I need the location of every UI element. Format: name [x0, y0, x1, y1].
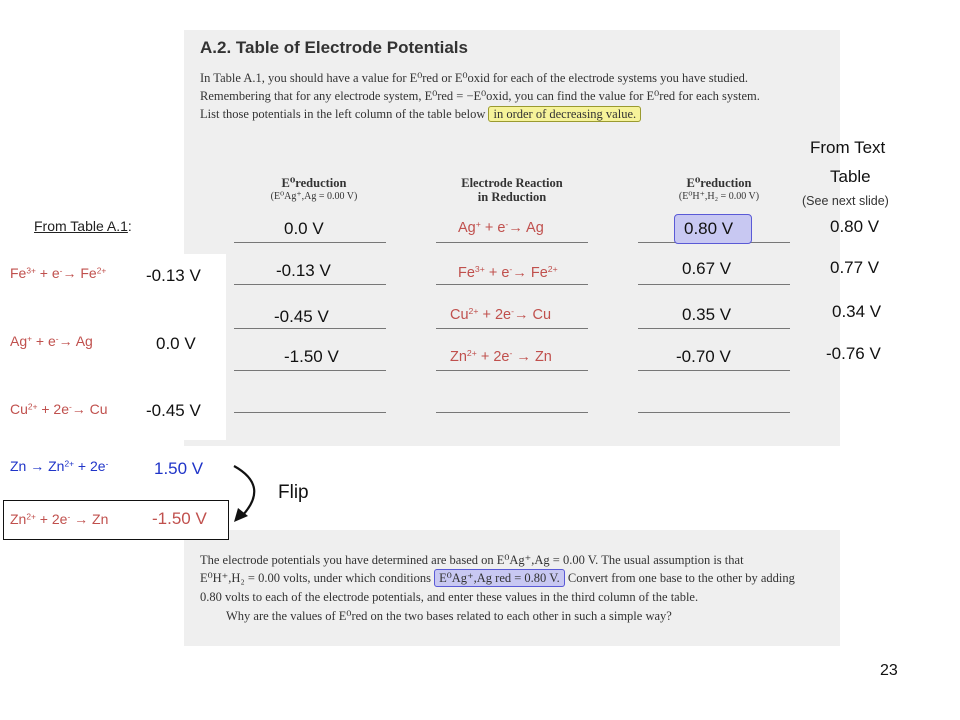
- col2-reaction-zn: $Zn^{2+} + 2e^- \to Zn$: [450, 348, 552, 365]
- scan-intro-line-3: [200, 107, 641, 122]
- table-rule: [638, 370, 790, 371]
- table-rule: [436, 412, 588, 413]
- a1-value-cu: -0.45 V: [146, 401, 201, 420]
- col1-header-sub: (E⁰Ag⁺,Ag = 0.00 V): [270, 191, 358, 202]
- scan-intro-line-1: In Table A.1, you should have a value for E⁰red or E⁰oxid for each of the electrode systems you have studied.: [200, 71, 748, 85]
- table-rule: [436, 328, 588, 329]
- col2-reaction-cu: $Cu^{2+} + 2e^-\to Cu$: [450, 306, 552, 323]
- col1-value: -0.13 V: [276, 261, 331, 280]
- table-rule: [638, 284, 790, 285]
- a1-value-fe: -0.13 V: [146, 266, 201, 285]
- col3-header-sub: (E⁰H⁺,H₂ = 0.00 V): [678, 191, 760, 202]
- text-table-value: -0.76 V: [826, 344, 881, 363]
- table-rule: [436, 370, 588, 371]
- table-rule: [234, 242, 386, 243]
- text-table-value: 0.34 V: [832, 302, 882, 321]
- flip-label: Flip: [278, 482, 309, 503]
- col3-header-title: E⁰reduction: [686, 176, 752, 190]
- scan-intro-line-2: Remembering that for any electrode system, E⁰red = −E⁰oxid, you can find the value for E⁰red for each system.: [200, 89, 760, 103]
- col2-header-title: Electrode Reaction: [461, 176, 563, 190]
- col2-reaction-ag: Ag+ + e-→ Ag: [458, 219, 544, 236]
- ag-potential-highlight: E⁰Ag⁺,Ag red = 0.80 V.: [434, 569, 565, 587]
- col2-reaction-fe: $Fe^{3+} + e^-\to Fe^{2+}$: [458, 264, 558, 281]
- col1-header-title: E⁰reduction: [281, 176, 347, 190]
- col2-header: [442, 176, 582, 204]
- decreasing-order-highlight: in order of decreasing value.: [488, 106, 641, 122]
- table-rule: [234, 370, 386, 371]
- scan-bottom-line-2b: Convert from one base to the other by adding: [567, 571, 795, 585]
- scan-bottom-line-1: The electrode potentials you have determined are based on E⁰Ag⁺,Ag = 0.00 V. The usual assumption is that: [200, 553, 744, 567]
- table-rule: [638, 412, 790, 413]
- scan-title: A.2. Table of Electrode Potentials: [200, 38, 468, 57]
- flip-arrow-icon: [226, 456, 276, 526]
- slide-number: 23: [880, 662, 898, 679]
- scan-bottom-line-2: [200, 570, 795, 586]
- text-table-heading-1: From Text: [810, 138, 886, 157]
- col2-header-sub: in Reduction: [477, 190, 547, 204]
- col1-value: -0.45 V: [274, 307, 329, 326]
- col1-value: -1.50 V: [284, 347, 339, 366]
- table-rule: [234, 412, 386, 413]
- scan-intro-line-3-text: List those potentials in the left column of the table below: [200, 107, 486, 121]
- zn-oxidation-value: 1.50 V: [154, 459, 204, 478]
- zn-reduction-value: -1.50 V: [152, 509, 207, 528]
- table-a1-heading-colon: :: [127, 218, 132, 234]
- table-rule: [436, 284, 588, 285]
- col3-value: 0.80 V: [684, 219, 734, 238]
- table-rule: [638, 328, 790, 329]
- table-a1-heading: [34, 218, 132, 234]
- a1-value-ag: 0.0 V: [156, 334, 196, 353]
- table-rule: [234, 284, 386, 285]
- text-table-note: (See next slide): [802, 194, 889, 208]
- a1-reaction-cu: $Cu^{2+} + 2e^-\to Cu$: [10, 401, 108, 417]
- col1-value: 0.0 V: [284, 219, 324, 238]
- zn-oxidation-reaction: $Zn \to Zn^{2+} + 2e^-$: [10, 458, 109, 474]
- table-a1-heading-text: From Table A.1: [34, 218, 128, 234]
- col3-value: 0.35 V: [682, 305, 732, 324]
- scan-bottom-line-2a: E⁰H⁺,H₂ = 0.00 volts, under which conditions: [200, 571, 431, 585]
- col3-header: [654, 176, 784, 204]
- text-table-value: 0.77 V: [830, 258, 880, 277]
- table-rule: [436, 242, 588, 243]
- scan-bottom-line-4: Why are the values of E⁰red on the two bases related to each other in such a simple way?: [226, 609, 672, 623]
- col1-header: [254, 176, 374, 204]
- scan-bottom-line-3: 0.80 volts to each of the electrode potentials, and enter these values in the third column of the table.: [200, 590, 699, 604]
- a1-reaction-fe: $Fe^{3+} + e^-\to Fe^{2+}$: [10, 265, 107, 281]
- text-table-value: 0.80 V: [830, 217, 880, 236]
- textbook-scan-bottom: [184, 530, 840, 646]
- col3-value: 0.67 V: [682, 259, 732, 278]
- col3-value: -0.70 V: [676, 347, 731, 366]
- zn-reduction-reaction: $Zn^{2+} + 2e^- \to Zn$: [10, 511, 109, 527]
- table-rule: [234, 328, 386, 329]
- a1-reaction-ag: Ag+ + e-→ Ag: [10, 333, 93, 349]
- text-table-heading-2: Table: [830, 167, 871, 186]
